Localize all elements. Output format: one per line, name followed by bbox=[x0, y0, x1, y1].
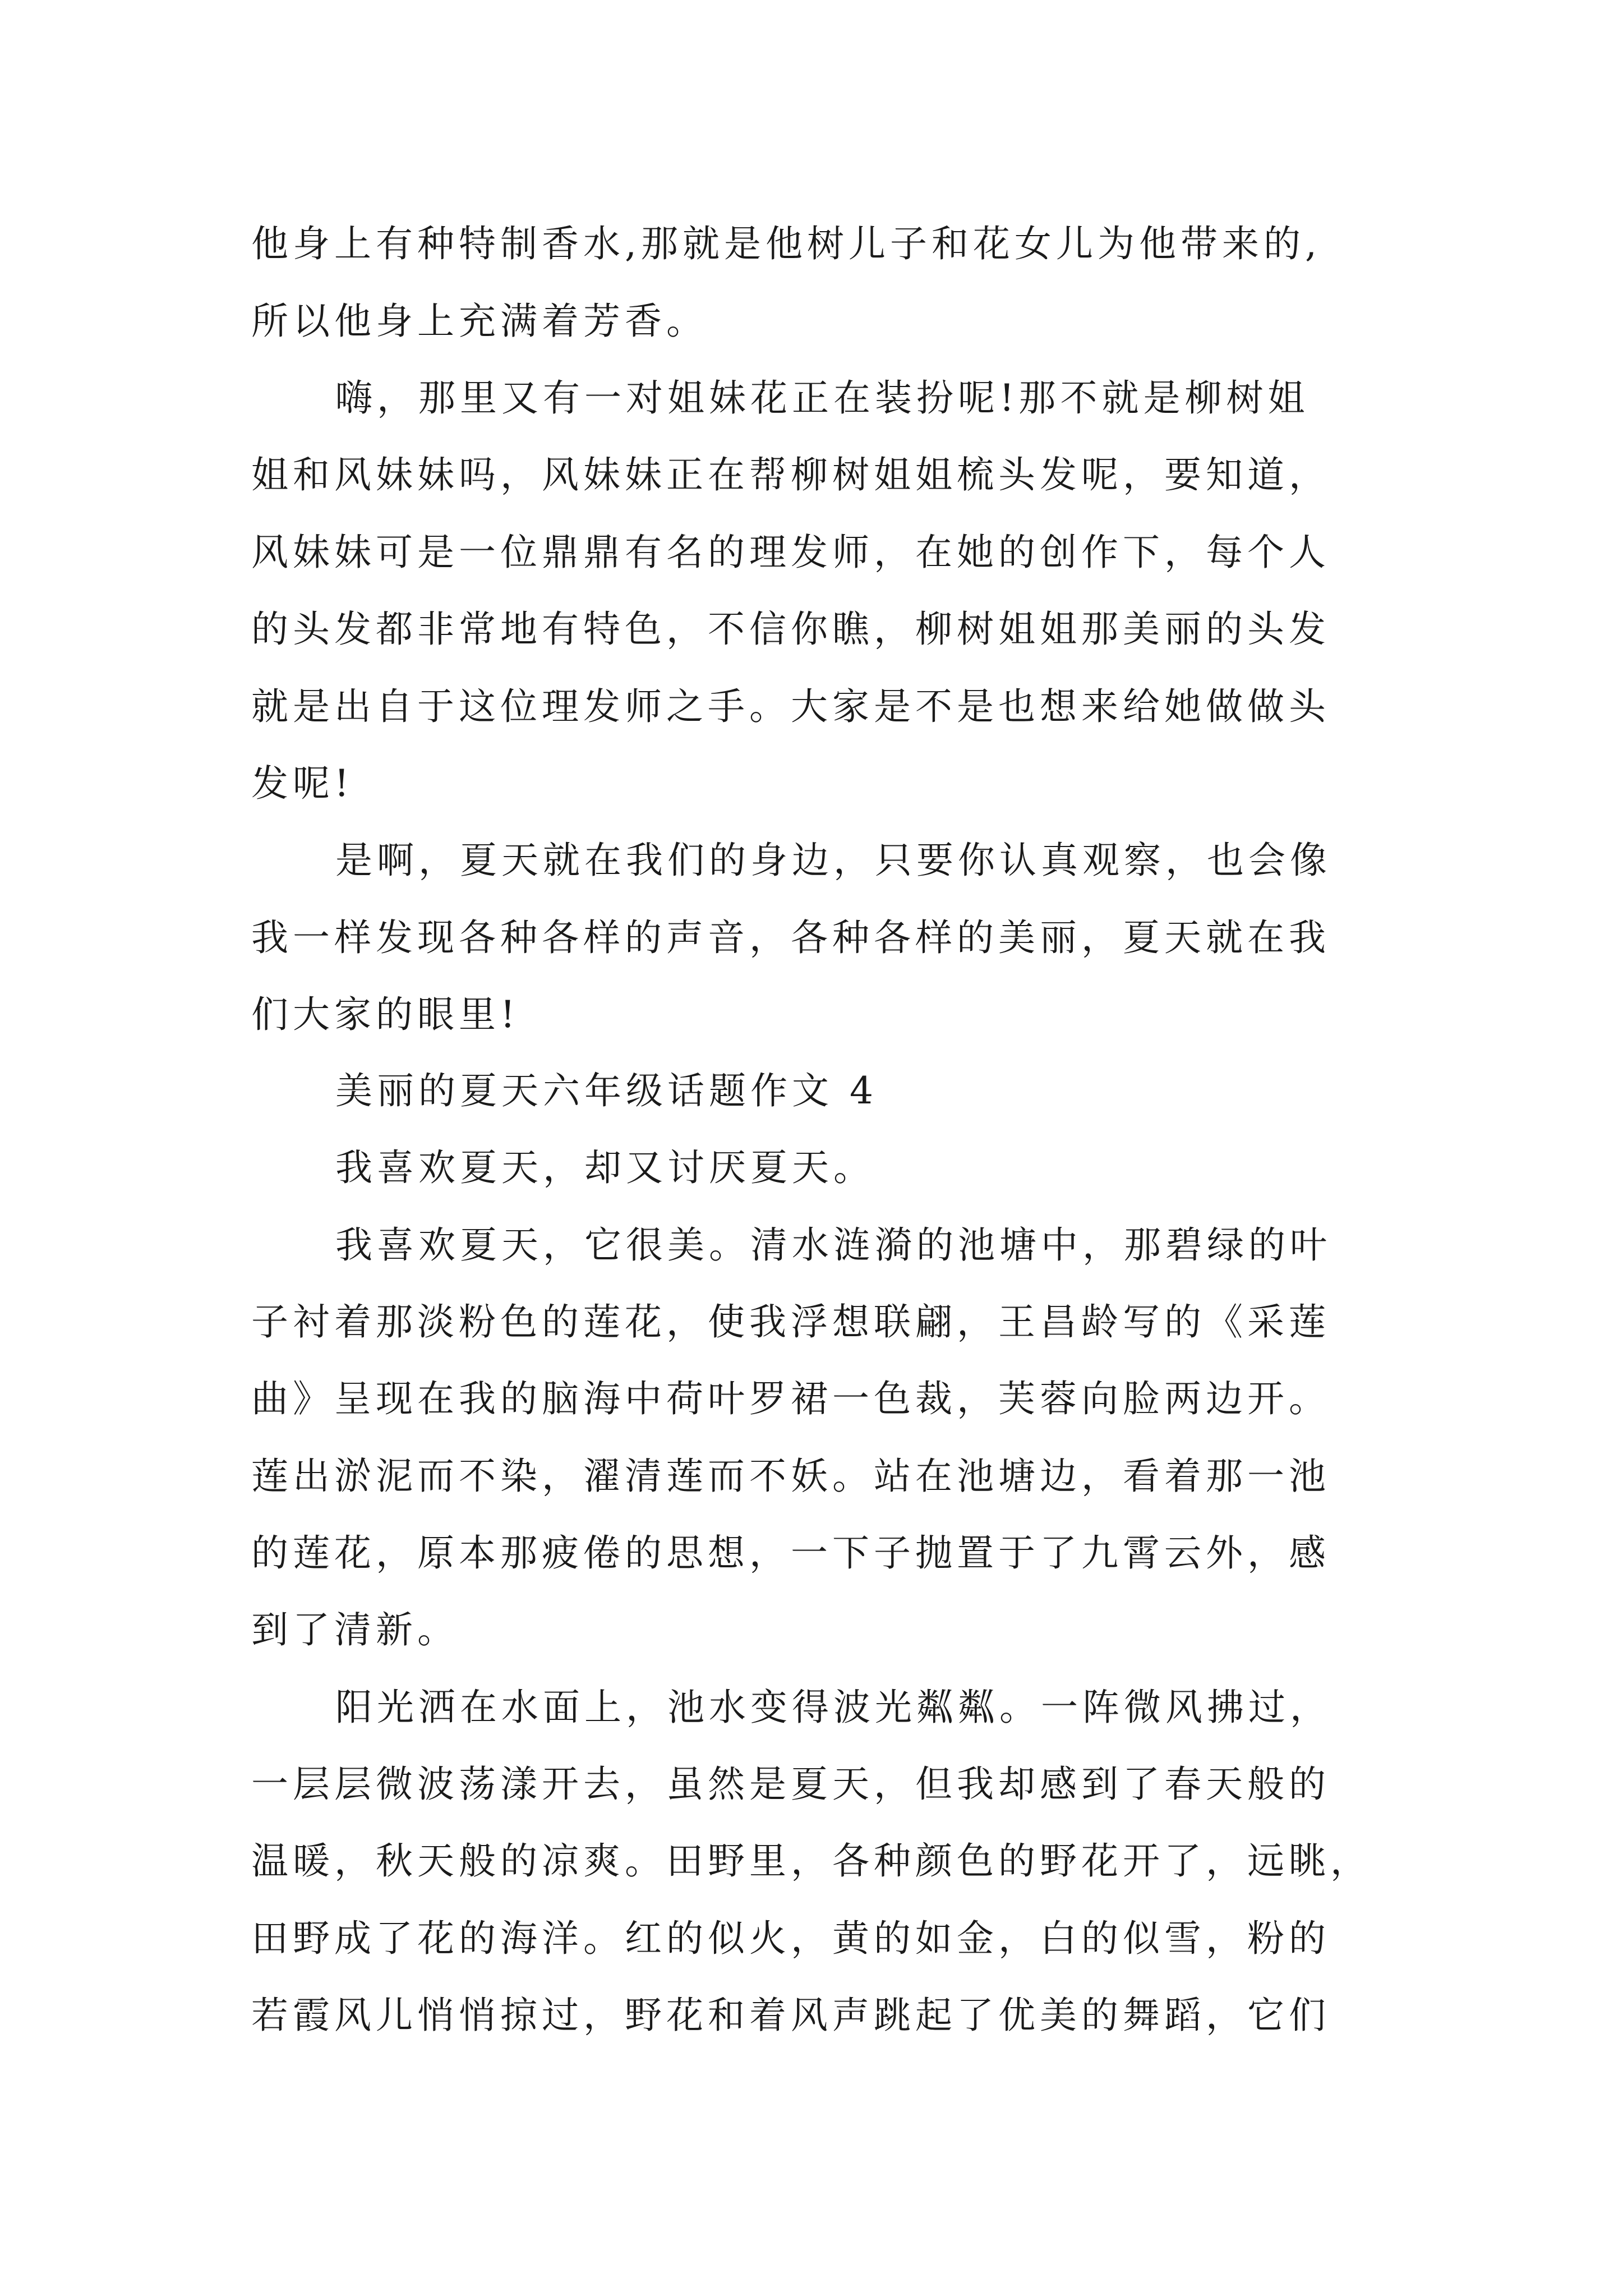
text-line: 风妹妹可是一位鼎鼎有名的理发师，在她的创作下，每个人 bbox=[251, 531, 1330, 574]
text-line: 温暖，秋天般的凉爽。田野里，各种颜色的野花开了，远眺， bbox=[251, 1839, 1372, 1883]
text-line: 的头发都非常地有特色，不信你瞧，柳树姐姐那美丽的头发 bbox=[251, 608, 1330, 651]
text-line: 田野成了花的海洋。红的似火，黄的如金，白的似雪，粉的 bbox=[251, 1917, 1330, 1960]
text-line: 阳光洒在水面上，池水变得波光粼粼。一阵微风拂过， bbox=[335, 1686, 1331, 1729]
text-line: 一层层微波荡漾开去，虽然是夏天，但我却感到了春天般的 bbox=[251, 1763, 1330, 1806]
text-line: 我喜欢夏天，它很美。清水涟漪的池塘中，那碧绿的叶 bbox=[335, 1223, 1331, 1267]
text-line: 若霞风儿悄悄掠过，野花和着风声跳起了优美的舞蹈，它们 bbox=[251, 1994, 1330, 2037]
text-line: 我喜欢夏天，却又讨厌夏天。 bbox=[335, 1146, 875, 1189]
text-line: 曲》呈现在我的脑海中荷叶罗裙一色裁，芙蓉向脸两边开。 bbox=[251, 1377, 1330, 1420]
text-line: 我一样发现各种各样的声音，各种各样的美丽，夏天就在我 bbox=[251, 916, 1330, 959]
text-line: 是啊，夏天就在我们的身边，只要你认真观察，也会像 bbox=[335, 839, 1331, 882]
text-line: 到了清新。 bbox=[251, 1608, 459, 1651]
text-line: 莲出淤泥而不染，濯清莲而不妖。站在池塘边，看着那一池 bbox=[251, 1455, 1330, 1498]
text-line: 们大家的眼里! bbox=[251, 993, 520, 1036]
text-line: 所以他身上充满着芳香。 bbox=[251, 300, 708, 343]
text-line: 他身上有种特制香水,那就是他树儿子和花女儿为他带来的, bbox=[251, 222, 1321, 265]
text-line: 子衬着那淡粉色的莲花，使我浮想联翩，王昌龄写的《采莲 bbox=[251, 1300, 1330, 1343]
text-line: 嗨，那里又有一对姐妹花正在装扮呢!那不就是柳树姐 bbox=[335, 376, 1310, 420]
text-line: 就是出自于这位理发师之手。大家是不是也想来给她做做头 bbox=[251, 685, 1330, 728]
section-heading: 美丽的夏天六年级话题作文 4 bbox=[335, 1069, 878, 1112]
text-line: 的莲花，原本那疲倦的思想，一下子抛置于了九霄云外，感 bbox=[251, 1531, 1330, 1575]
text-line: 姐和风妹妹吗，风妹妹正在帮柳树姐姐梳头发呢，要知道， bbox=[251, 453, 1330, 496]
text-line: 发呢! bbox=[251, 762, 354, 805]
